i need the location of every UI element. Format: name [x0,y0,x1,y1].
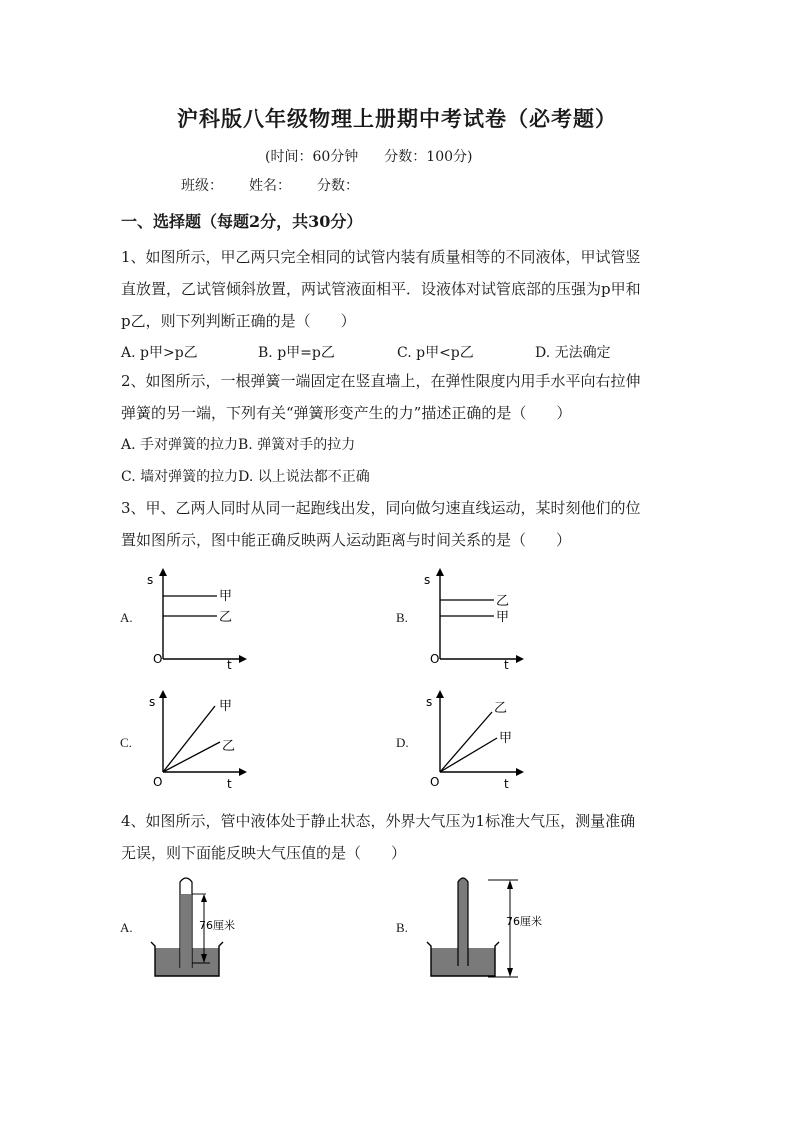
q4-fig-a [150,872,260,982]
series-lower-label: 甲 [496,610,510,625]
section-heading: 一、选择题（每题2分，共30分） [121,212,363,231]
liquid-column [181,894,191,968]
y-axis-label: s [147,573,154,587]
exam-total-score: 分数：100分) [384,149,473,165]
y-axis-label: s [426,695,433,709]
tube [458,878,468,966]
q3-graph-d [422,688,532,793]
q3-line-1: 3、甲、乙两人同时从同一起跑线出发，同向做匀速直线运动，某时刻他们的位 [121,499,641,517]
q3-graph-b [422,566,532,671]
page-title: 沪科版八年级物理上册期中考试卷（必考题） [177,106,617,131]
q3-graph-c [145,688,255,793]
q1-option-c: C. p甲<p乙 [397,345,474,361]
q4-line-1: 4、如图所示，管中液体处于静止状态，外界大气压为1标准大气压，测量准确 [121,812,636,830]
exam-time: (时间：60分钟 [265,149,359,165]
q4-fig-b-label: B. [396,920,408,935]
origin-label: O [153,652,163,666]
origin-label: O [153,775,163,789]
q3-graph-c-label: C. [120,735,132,750]
series-upper-label: 甲 [219,699,233,714]
q1-line-3: p乙，则下列判断正确的是（ ） [121,312,356,330]
student-info [181,175,385,195]
measure-label: 76厘米 [506,915,542,928]
q3-line-2: 置如图所示，图中能正确反映两人运动距离与时间关系的是（ ） [121,531,572,549]
q3-graph-a-label: A. [120,610,133,625]
q1-line-1: 1、如图所示，甲乙两只完全相同的试管内装有质量相等的不同液体，甲试管竖 [121,248,641,266]
series-upper-label: 乙 [494,701,508,716]
q3-graph-d-label: D. [396,735,409,750]
origin-label: O [430,652,440,666]
origin-label: O [430,775,440,789]
q1-option-d: D. 无法确定 [535,345,611,361]
series-lower-label: 甲 [499,731,513,746]
x-axis-label: t [504,658,509,672]
series-upper-line [440,712,492,772]
series-upper-label: 乙 [496,594,510,609]
y-axis-label: s [149,695,156,709]
q3-graph-b-label: B. [396,610,408,625]
y-axis-label: s [424,573,431,587]
q2-options-cd: C. 墙对弹簧的拉力D. 以上说法都不正确 [121,469,370,485]
name-label: 姓名： [249,178,291,194]
score-label: 分数： [317,178,359,194]
q4-fig-a-label: A. [120,920,133,935]
q1-option-b: B. p甲=p乙 [258,345,335,361]
q2-options-ab: A. 手对弹簧的拉力B. 弹簧对手的拉力 [121,437,356,453]
class-label: 班级： [181,178,223,194]
x-axis-label: t [504,777,509,791]
q2-line-1: 2、如图所示，一根弹簧一端固定在竖直墙上，在弹性限度内用手水平向右拉伸 [121,372,641,390]
exam-subtitle [265,146,472,166]
q4-fig-b [426,872,556,982]
q2-line-2: 弹簧的另一端，下列有关“弹簧形变产生的力”描述正确的是（ ） [121,404,572,422]
x-axis-label: t [227,777,232,791]
q3-graph-a [145,566,255,671]
q1-option-a: A. p甲>p乙 [121,345,198,361]
x-axis-label: t [227,658,232,672]
q4-line-2: 无误，则下面能反映大气压值的是（ ） [121,844,407,862]
series-upper-label: 甲 [219,589,233,604]
measure-label: 76厘米 [199,919,235,932]
series-upper-line [163,706,215,772]
series-lower-label: 乙 [222,739,236,754]
series-lower-line [163,742,220,772]
series-lower-label: 乙 [219,610,233,625]
series-lower-line [440,738,497,772]
q1-line-2: 直放置，乙试管倾斜放置，两试管液面相平．设液体对试管底部的压强为p甲和 [121,280,641,298]
